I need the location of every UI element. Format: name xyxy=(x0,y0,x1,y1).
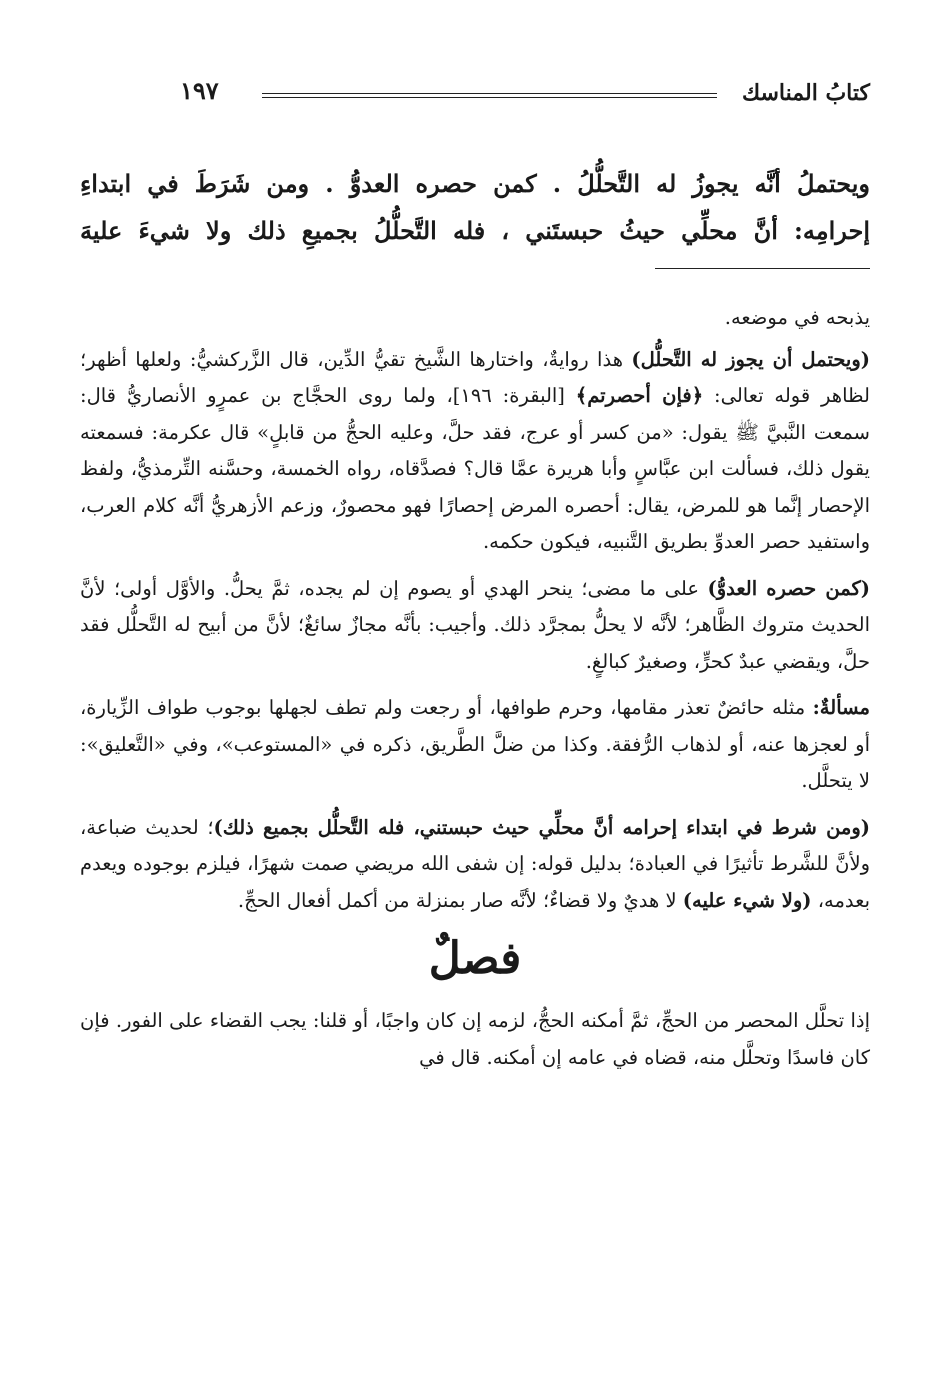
matn-line: إحرامِه: أنَّ محلِّي حيثُ حبستَني ، فله التَّحلُّلُ بجميعِ ذلك ولا شيءَ عليهَ xyxy=(80,216,870,245)
quoted-matn: (ويحتمل أن يجوز له التَّحلُّل) xyxy=(631,347,870,371)
commentary xyxy=(80,300,870,1086)
quran-citation: ﴿فإن أحصرتم﴾ xyxy=(575,384,704,407)
quoted-matn: (كمن حصره العدوُّ) xyxy=(707,576,870,600)
matn-text xyxy=(80,160,870,254)
quoted-matn: (ومن شرط في ابتداء إحرامه أنَّ محلِّي حيث حبستني، فله التَّحلُّل بجميع ذلك) xyxy=(213,815,871,839)
section-heading: فصلٌ xyxy=(428,933,522,984)
paragraph-text: إذا تحلَّل المحصر من الحجِّ، ثمَّ أمكنه الحجُّ، لزمه إن كان واجبًا، أو قلنا: يجب القضاء على الفور. فإن كان فاسدًا وتحلَّل منه، قضاه في عامه إن أمكنه. قال في xyxy=(80,1009,870,1069)
paragraph-text: على ما مضى؛ ينحر الهدي أو يصوم إن لم يجده، ثمَّ يحلُّ. والأوَّل أولى؛ لأنَّ الحديث متروك الظَّاهر؛ لأنَّه لا يحلُّ بمجرَّد ذلك. وأجيب: بأنَّه مجازٌ سائغٌ؛ لأنَّ من أبيح له التَّحلُّل فقد حلَّ، ويقضي عبدٌ كحرٍّ، وصغيرٌ كبالغٍ. xyxy=(80,576,870,673)
commentary-paragraph xyxy=(80,300,870,337)
paragraph-text: [البقرة: ١٩٦]، ولما روى الحجَّاج بن عمرٍو الأنصاريُّ قال: سمعت النَّبيَّ ﷺ يقول: «من كسر أو عرج، فقد حلَّ، وعليه الحجُّ من قابلٍ» قال عكرمة: فسمعته يقول ذلك، فسألت ابن عبَّاسٍ وأبا هريرة عمَّا قال؟ فصدَّقاه، رواه الخمسة، وحسَّنه التِّرمذيُّ، ولفظ الإحصار إنَّما هو للمرض، يقال: أحصره المرض إحصارًا فهو محصورٌ، وزعم الأزهريُّ أنَّه كلام العرب، واستفيد حصر العدوِّ بطريق التَّنبيه، فيكون حكمه. xyxy=(80,384,870,553)
page-number: ١٩٧ xyxy=(180,76,219,105)
matn-line: ويحتملُ أنَّه يجوزُ له التَّحلُّلُ . كمن حصره العدوُّ . ومن شَرَطَ في ابتداءِ xyxy=(80,169,871,198)
paragraph-text: ؛ لحديث ضباعة، ولأنَّ للشَّرط تأثيرًا في العبادة؛ بدليل قوله: إن شفى الله مريضي صمت شهرًا، فيلزم بوجوده ويعدم بعدمه، xyxy=(80,815,870,912)
issue-label: مسألةٌ: xyxy=(812,696,870,719)
header-rule-second xyxy=(262,97,717,98)
paragraph-text: هذا روايةٌ، واختارها الشَّيخ تقيُّ الدِّين، قال الزَّركشيُّ: ولعلها أظهر؛ لظاهر قوله تعالى: xyxy=(80,347,870,407)
commentary-paragraph xyxy=(80,342,870,561)
paragraph-text: يذبحه في موضعه. xyxy=(724,306,870,329)
commentary-paragraph xyxy=(80,690,870,800)
commentary-paragraph xyxy=(80,1003,870,1076)
quoted-matn: (ولا شيء عليه) xyxy=(682,888,812,912)
commentary-paragraph xyxy=(80,571,870,681)
paragraph-text: لا هديٌ ولا قضاءٌ؛ لأنَّه صار بمنزلة من أكمل أفعال الحجِّ. xyxy=(237,888,683,912)
matn-separator xyxy=(655,268,870,269)
header-rule xyxy=(262,93,717,94)
commentary-paragraph xyxy=(80,810,870,920)
running-header-title: كتابُ المناسك xyxy=(741,80,870,106)
paragraph-text: مثله حائضٌ تعذر مقامها، وحرم طوافها، أو رجعت ولم تطف لجهلها بوجوب طواف الزِّيارة، أو لعجزها عنه، أو لذهاب الرُّفقة. وكذا من ضلَّ الطَّريق، ذكره في «المستوعب»، وفي «التَّعليق»: لا يتحلَّل. xyxy=(80,696,870,792)
